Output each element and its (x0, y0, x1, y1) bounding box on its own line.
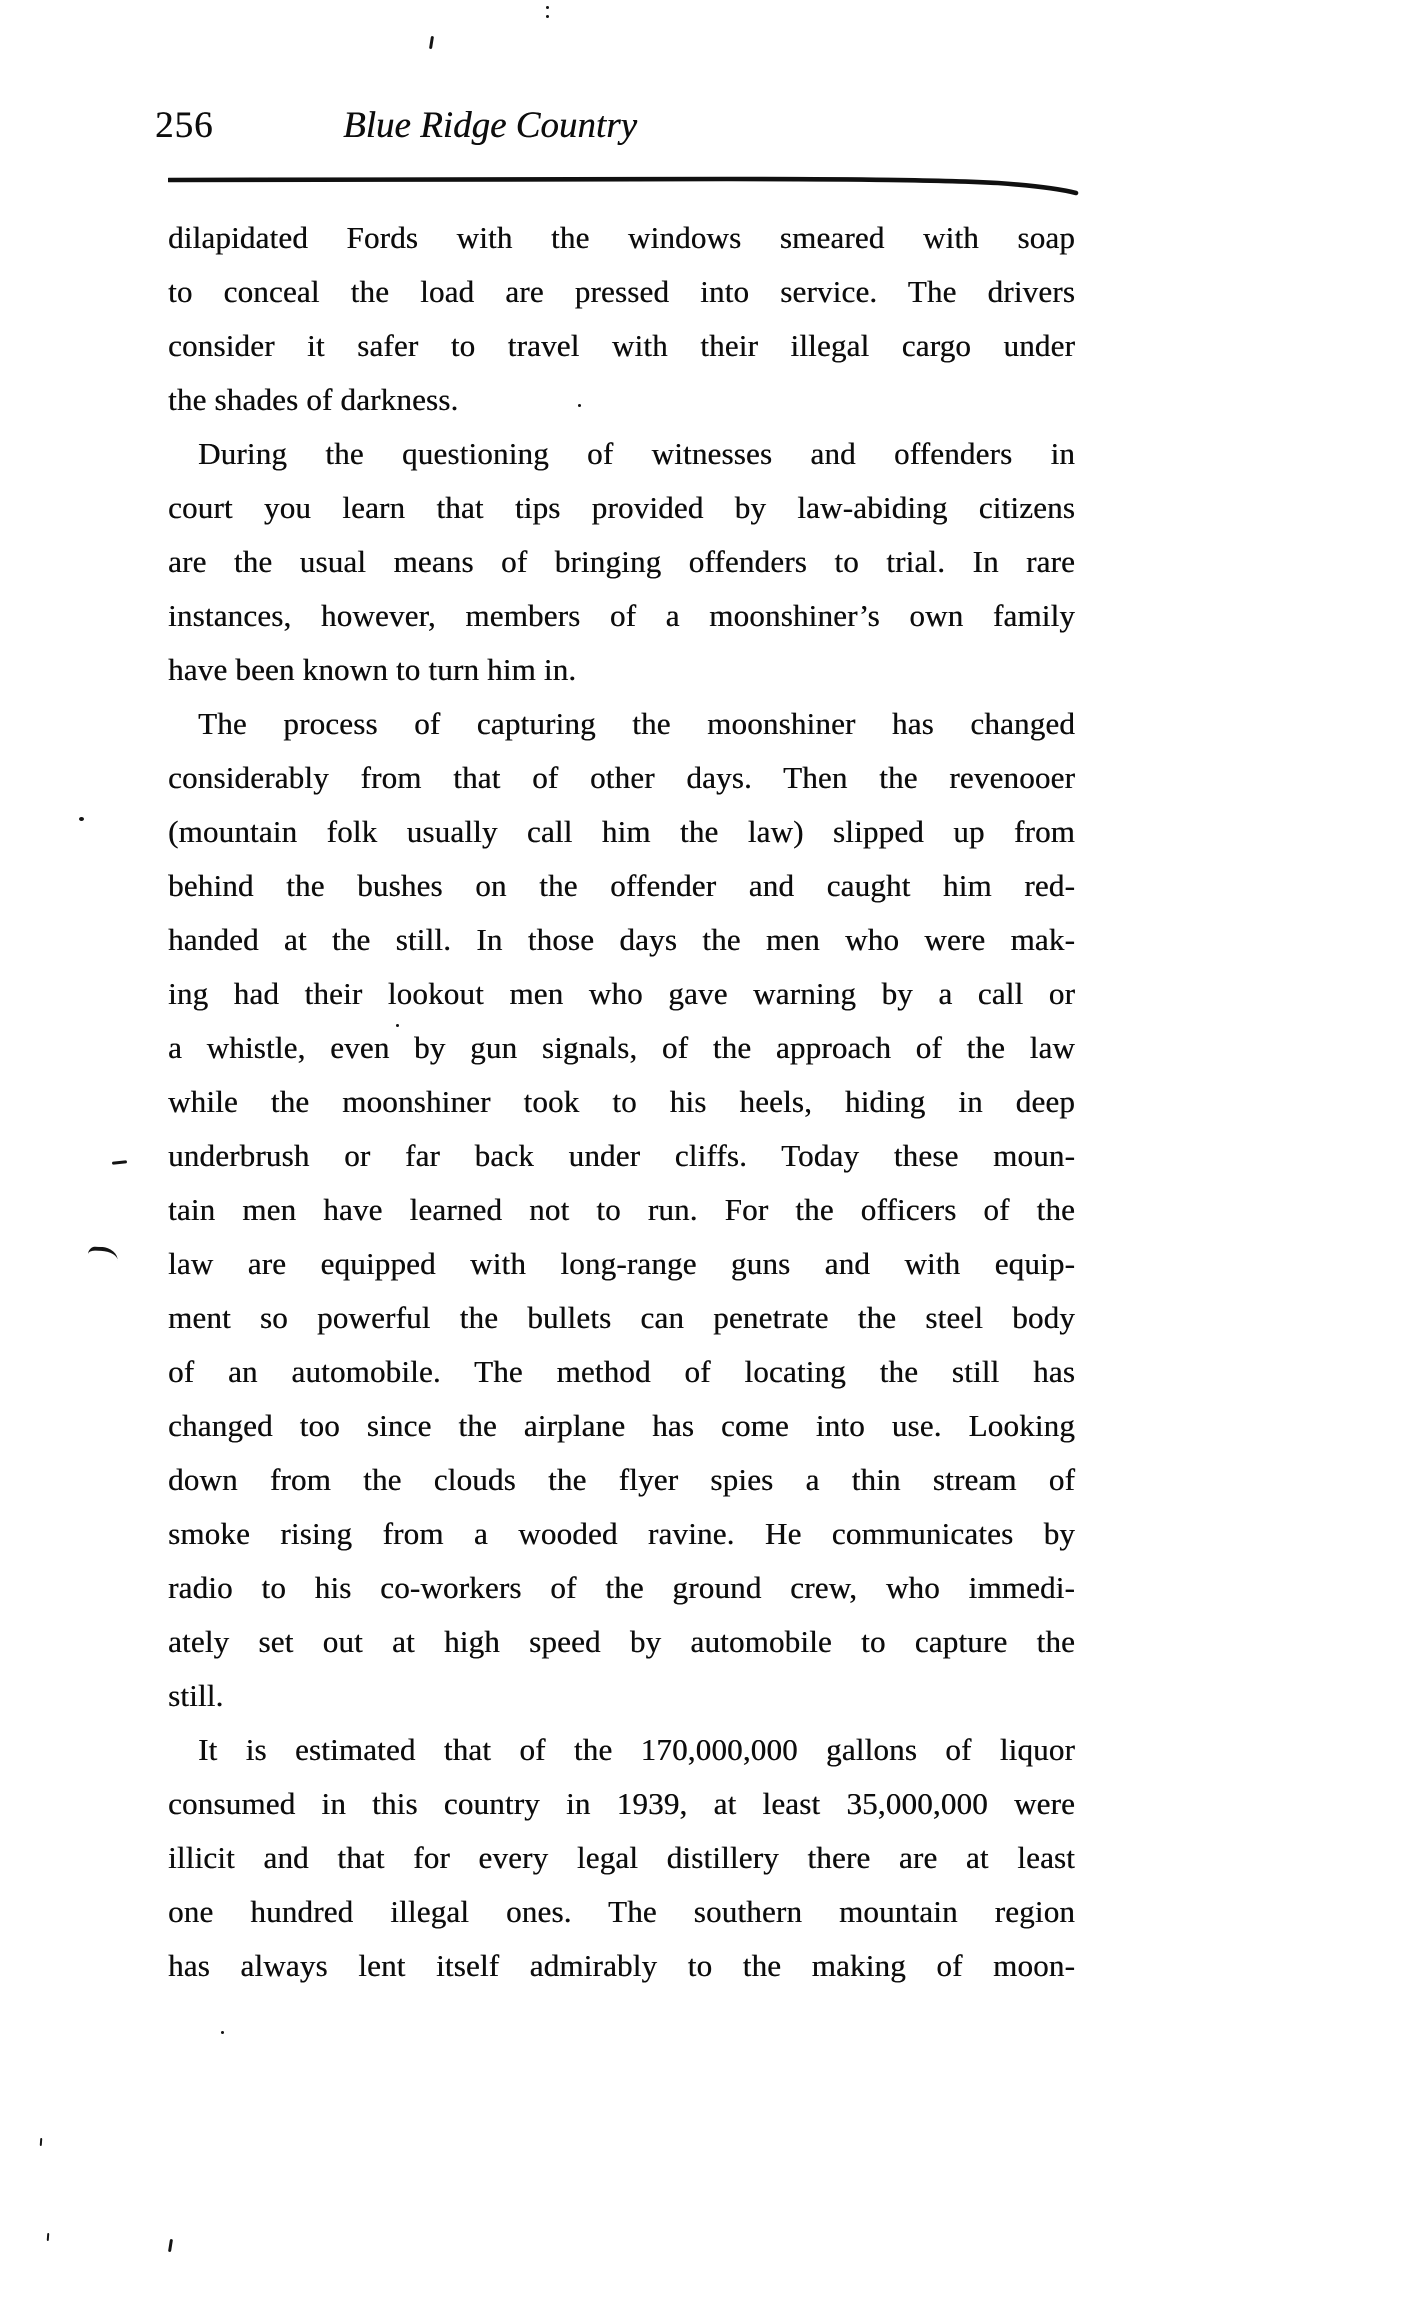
scan-artifact-smalldot (578, 404, 581, 407)
scan-artifact-smalldot (396, 1024, 399, 1027)
text-line: ing had their lookout men who gave warning by a call or (168, 976, 1075, 1011)
scan-artifact-ticksmall (47, 2233, 50, 2241)
text-line: law are equipped with long-range guns and with equip- (168, 1246, 1075, 1281)
text-line: of an automobile. The method of locating the still has (168, 1354, 1075, 1389)
scan-artifact-tick (429, 36, 434, 49)
text-line: During the questioning of witnesses and offenders in (198, 436, 1075, 471)
text-line: have been known to turn him in. (168, 652, 577, 687)
text-line: radio to his co-workers of the ground crew, who immedi- (168, 1570, 1075, 1605)
page-number: 256 (155, 105, 214, 146)
text-line: changed too since the airplane has come into use. Looking (168, 1408, 1075, 1443)
text-line: ately set out at high speed by automobile to capture the (168, 1624, 1075, 1659)
text-line: instances, however, members of a moonshiner’s own family (168, 598, 1075, 633)
scan-artifact-ticksmall (40, 2138, 43, 2146)
text-line: down from the clouds the flyer spies a thin stream of (168, 1462, 1075, 1497)
scan-artifact-smalldot (221, 2031, 224, 2034)
text-line: illicit and that for every legal distillery there are at least (168, 1840, 1075, 1875)
text-line: underbrush or far back under cliffs. Today these moun- (168, 1138, 1075, 1173)
text-line: (mountain folk usually call him the law) slipped up from (168, 814, 1075, 849)
text-line: consumed in this country in 1939, at least 35,000,000 were (168, 1786, 1075, 1821)
scan-artifact-colon (546, 6, 549, 9)
text-line: handed at the still. In those days the men who were mak- (168, 922, 1075, 957)
text-line: has always lent itself admirably to the making of moon- (168, 1948, 1075, 1983)
text-line: The process of capturing the moonshiner has changed (198, 706, 1075, 741)
scan-artifact-swoosh (88, 1246, 119, 1261)
text-line: one hundred illegal ones. The southern mountain region (168, 1894, 1075, 1929)
text-line: considerably from that of other days. Then the revenooer (168, 760, 1075, 795)
running-head: Blue Ridge Country (343, 105, 637, 146)
text-line: still. (168, 1678, 224, 1713)
text-line: the shades of darkness. (168, 382, 459, 417)
text-line: consider it safer to travel with their illegal cargo under (168, 328, 1075, 363)
scan-artifact-tick (168, 2239, 173, 2252)
text-line: ment so powerful the bullets can penetrate the steel body (168, 1300, 1075, 1335)
text-line: while the moonshiner took to his heels, hiding in deep (168, 1084, 1075, 1119)
text-line: tain men have learned not to run. For the officers of the (168, 1192, 1075, 1227)
text-line: court you learn that tips provided by law-abiding citizens (168, 490, 1075, 525)
text-line: to conceal the load are pressed into service. The drivers (168, 274, 1075, 309)
text-line: smoke rising from a wooded ravine. He communicates by (168, 1516, 1075, 1551)
text-line: It is estimated that of the 170,000,000 gallons of liquor (198, 1732, 1075, 1767)
scan-artifact-dash (112, 1160, 127, 1165)
text-line: dilapidated Fords with the windows smeared with soap (168, 220, 1075, 255)
text-line: are the usual means of bringing offenders to trial. In rare (168, 544, 1075, 579)
text-line: behind the bushes on the offender and caught him red- (168, 868, 1075, 903)
scan-artifact-dot (79, 817, 84, 821)
text-line: a whistle, even by gun signals, of the approach of the law (168, 1030, 1075, 1065)
